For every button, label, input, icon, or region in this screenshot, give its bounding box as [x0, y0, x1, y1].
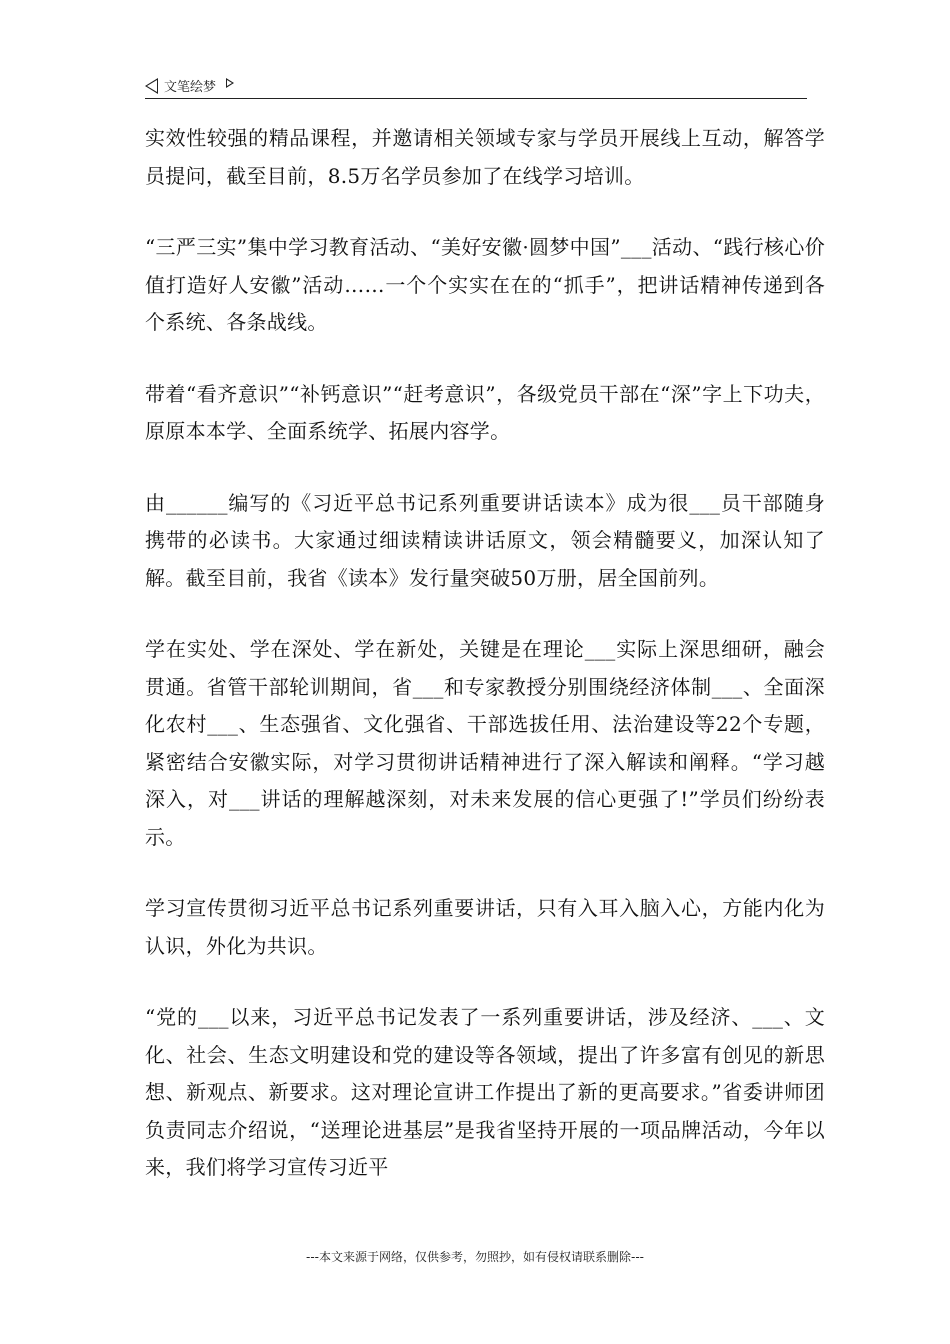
paragraph: “三严三实”集中学习教育活动、“美好安徽·圆梦中国”___活动、“践行核心价值打造好人安徽”活动……一个个实实在在的“抓手”，把讲话精神传递到各个系统、各条战线。 [145, 235, 825, 334]
paragraph: 带着“看齐意识”“补钙意识”“赶考意识”，各级党员干部在“深”字上下功夫，原原本本学、全面系统学、拓展内容学。 [145, 381, 825, 443]
document-body [145, 120, 825, 1221]
triangle-right-icon [226, 78, 234, 88]
header-brand [145, 76, 234, 95]
paragraph: 学在实处、学在深处、学在新处，关键是在理论___实际上深思细研，融会贯通。省管干部轮训期间，省___和专家教授分别围绕经济体制___、全面深化农村___、生态强省、文化强省、干部选拔任用、法治建设等22个专题，紧密结合安徽实际，对学习贯彻讲话精神进行了深入解读和阐释。“学习越深入，对___讲话的理解越深刻，对未来发展的信心更强了!”学员们纷纷表示。 [145, 637, 825, 849]
page-header [145, 72, 807, 99]
triangle-left-icon [145, 78, 158, 94]
footer-notice: ---本文来源于网络，仅供参考，勿照抄，如有侵权请联系删除--- [306, 1250, 644, 1264]
paragraph: 由______编写的《习近平总书记系列重要讲话读本》成为很___员干部随身携带的必读书。大家通过细读精读讲话原文，领会精髓要义，加深认知了解。截至目前，我省《读本》发行量突破50万册，居全国前列。 [145, 490, 825, 590]
paragraph: 学习宣传贯彻习近平总书记系列重要讲话，只有入耳入脑入心，方能内化为认识，外化为共识。 [145, 896, 825, 958]
paragraph: “党的___以来，习近平总书记发表了一系列重要讲话，涉及经济、___、文化、社会、生态文明建设和党的建设等各领域，提出了许多富有创见的新思想、新观点、新要求。这对理论宣讲工作提出了新的更高要求。”省委讲师团负责同志介绍说，“送理论进基层”是我省坚持开展的一项品牌活动，今年以来，我们将学习宣传习近平 [145, 1005, 825, 1179]
paragraph: 实效性较强的精品课程，并邀请相关领域专家与学员开展线上互动，解答学员提问，截至目前，8.5万名学员参加了在线学习培训。 [145, 126, 825, 188]
brand-text: 文笔绘梦 [164, 80, 217, 95]
